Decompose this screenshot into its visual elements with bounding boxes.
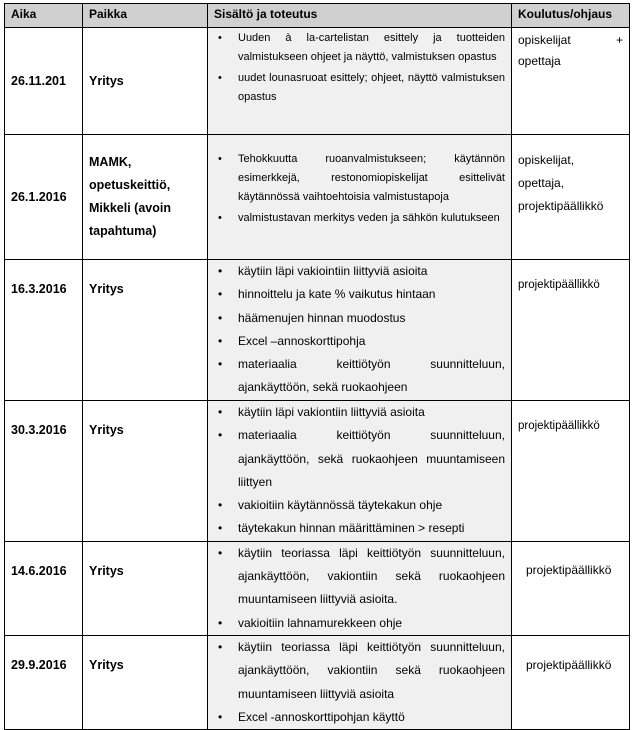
list-item: • hinnoittelu ja kate % vaikutus hintaan <box>218 283 505 306</box>
table-row <box>5 260 630 401</box>
list-item: • Excel –annoskorttipohja <box>218 330 505 353</box>
table-row <box>5 635 630 729</box>
list-item: • täytekakun hinnan määrittäminen > resepti <box>218 517 505 540</box>
header-row <box>5 4 630 28</box>
header-content: Sisältö ja toteutus <box>208 4 512 28</box>
list-item: • käytiin teoriassa läpi keittiötyön suunnitteluun, ajankäyttöön, vakiontiin sekä ruokaohjeen muuntamiseen liittyviä asioita. <box>218 542 505 612</box>
list-item: • uudet lounasruoat esittely; ohjeet, näyttö valmistuksen opastus <box>218 69 505 107</box>
list-item: • materiaalia keittiötyön suunnitteluun, ajankäyttöön, sekä ruokaohjeen <box>218 353 505 400</box>
row-training: projektipäällikkö <box>512 635 630 729</box>
row-training: projektipäällikkö <box>512 541 630 635</box>
list-item: • käytiin läpi vakiointiin liittyviä asioita <box>218 260 505 283</box>
header-training: Koulutus/ohjaus <box>512 4 630 28</box>
row-training: projektipäällikkö <box>512 401 630 542</box>
row-training: opiskelijat + opettaja <box>512 28 630 135</box>
row-date: 30.3.2016 <box>5 401 83 542</box>
row-content <box>208 635 512 729</box>
table-row <box>5 28 630 135</box>
list-item: • valmistustavan merkitys veden ja sähkön kulutukseen <box>218 209 505 228</box>
row-content <box>208 135 512 260</box>
row-training: opiskelijat, opettaja, projektipäällikkö <box>512 135 630 260</box>
row-content <box>208 28 512 135</box>
list-item: • materiaalia keittiötyön suunnitteluun, ajankäyttöön, sekä ruokaohjeen muuntamiseen liittyen <box>218 424 505 494</box>
row-date: 29.9.2016 <box>5 635 83 729</box>
training-schedule-table <box>4 3 630 730</box>
row-date: 14.6.2016 <box>5 541 83 635</box>
list-item: • Uuden à la-cartelistan esittely ja tuotteiden valmistukseen ohjeet ja näyttö, valmistuksen opastus <box>218 29 505 67</box>
list-item: • häämenujen hinnan muodostus <box>218 307 505 330</box>
row-place: MAMK, opetuskeittiö, Mikkeli (avoin tapahtuma) <box>83 135 208 260</box>
row-training: projektipäällikkö <box>512 260 630 401</box>
row-place: Yritys <box>83 401 208 542</box>
row-date: 26.11.201 <box>5 28 83 135</box>
list-item: • käytiin teoriassa läpi keittiötyön suunnitteluun, ajankäyttöön, vakiontiin sekä ruokaohjeen muuntamiseen liittyviä asioita <box>218 636 505 706</box>
row-content <box>208 401 512 542</box>
row-content <box>208 260 512 401</box>
list-item: • vakioitiin lahnamurekkeen ohje <box>218 612 505 635</box>
list-item: • Tehokkuutta ruoanvalmistukseen; käytännön esimerkkejä, restonomiopiskelijat esittelivät käytännössä vaihtoehtoisia valmistustapoja <box>218 150 505 207</box>
table-row <box>5 541 630 635</box>
table-row <box>5 401 630 542</box>
row-place: Yritys <box>83 635 208 729</box>
header-time: Aika <box>5 4 83 28</box>
row-place: Yritys <box>83 260 208 401</box>
row-content <box>208 541 512 635</box>
list-item: • käytiin läpi vakiontiin liittyviä asioita <box>218 401 505 424</box>
row-place: Yritys <box>83 541 208 635</box>
row-place: Yritys <box>83 28 208 135</box>
table-row <box>5 135 630 260</box>
list-item: • vakioitiin käytännössä täytekakun ohje <box>218 494 505 517</box>
row-date: 26.1.2016 <box>5 135 83 260</box>
list-item: • Excel -annoskorttipohjan käyttö <box>218 706 505 729</box>
header-place: Paikka <box>83 4 208 28</box>
row-date: 16.3.2016 <box>5 260 83 401</box>
